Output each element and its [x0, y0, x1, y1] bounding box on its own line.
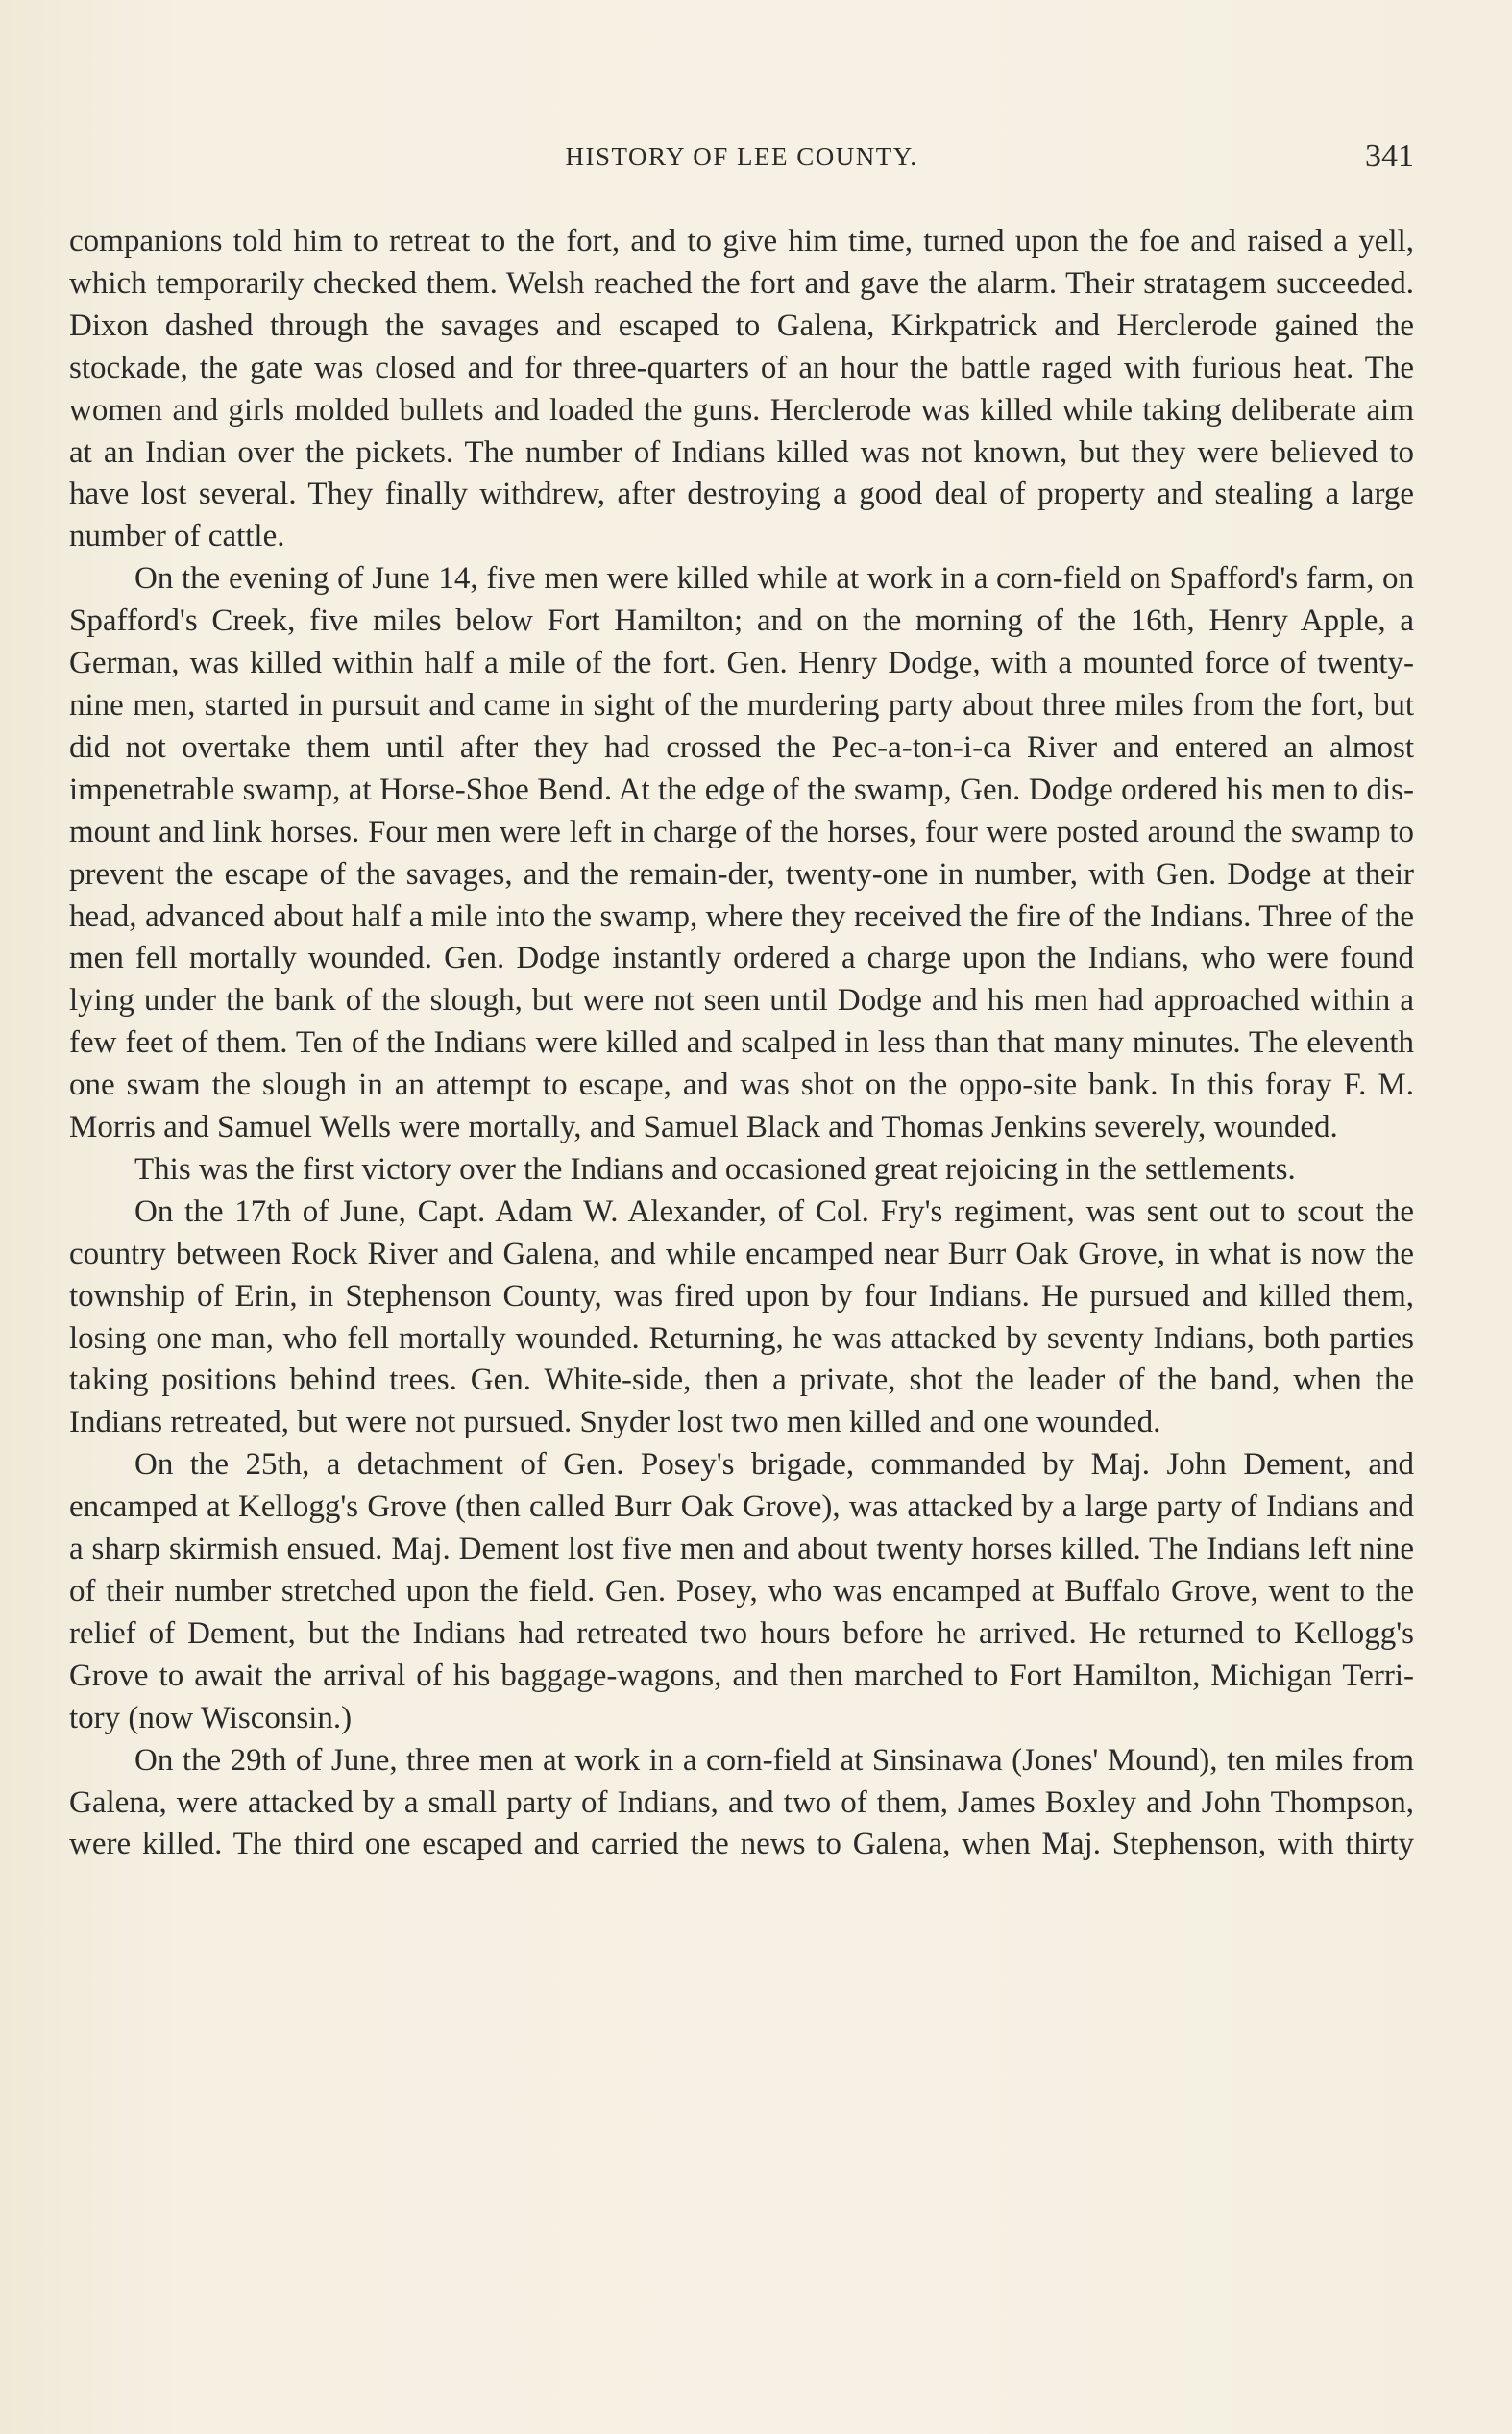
paragraph-4: On the 17th of June, Capt. Adam W. Alexander, of Col. Fry's regiment, was sent out to scout the country between Rock River and Galena, and while encamped near Burr Oak Grove, in what is now the township of Erin, in Stephenson County, was fired upon by four Indians. He pursued and killed them, losing one man, who fell mortally wounded. Returning, he was attacked by seventy Indians, both parties taking positions behind trees. Gen. White-side, then a private, shot the leader of the band, when the Indians retreated, but were not pursued. Snyder lost two men killed and one wounded. — [69, 1193, 1414, 1440]
paragraph-5: On the 25th, a detachment of Gen. Posey's brigade, commanded by Maj. John Dement, and encamped at Kellogg's Grove (then called Burr Oak Grove), was attacked by a large party of Indians and a sharp skirmish ensued. Maj. Dement lost five men and about twenty horses killed. The Indians left nine of their number stretched upon the field. Gen. Posey, who was encamped at Buffalo Grove, went to the relief of Dement, but the Indians had retreated two hours before he arrived. He returned to Kellogg's Grove to await the arrival of his baggage-wagons, and then marched to Fort Hamilton, Michigan Terri-tory (now Wisconsin.) — [69, 1447, 1414, 1735]
paragraph-1: companions told him to retreat to the fort, and to give him time, turned upon the foe and raised a yell, which temporarily checked them. Welsh reached the fort and gave the alarm. Their stratagem succeeded. Dixon dashed through the savages and escaped to Galena, Kirkpatrick and Herclerode gained the stockade, the gate was closed and for three-quarters of an hour the battle raged with furious heat. The women and girls molded bullets and loaded the guns. Herclerode was killed while taking deliberate aim at an Indian over the pickets. The number of Indians killed was not known, but they were believed to have lost several. They finally withdrew, after destroying a good deal of property and stealing a large number of cattle. — [69, 224, 1414, 554]
running-head: HISTORY OF LEE COUNTY. — [565, 142, 918, 171]
page-number: 341 — [1365, 138, 1414, 174]
body-text — [69, 221, 1414, 1866]
paragraph-6: On the 29th of June, three men at work in a corn-field at Sinsinawa (Jones' Mound), ten miles from Galena, were attacked by a small party of Indians, and two of them, James Boxley and John Thompson, were killed. The third one escaped and carried the news to Galena, when Maj. Stephenson, with thirty — [69, 1742, 1414, 1862]
page-header — [69, 138, 1414, 181]
paragraph-3: This was the first victory over the Indians and occasioned great rejoicing in the settlements. — [134, 1151, 1296, 1187]
paragraph-2: On the evening of June 14, five men were killed while at work in a corn-field on Spafford's farm, on Spafford's Creek, five miles below Fort Hamilton; and on the morning of the 16th, Henry Apple, a German, was killed within half a mile of the fort. Gen. Henry Dodge, with a mounted force of twenty-nine men, started in pursuit and came in sight of the murdering party about three miles from the fort, but did not overtake them until after they had crossed the Pec-a-ton-i-ca River and entered an almost impenetrable swamp, at Horse-Shoe Bend. At the edge of the swamp, Gen. Dodge ordered his men to dis-mount and link horses. Four men were left in charge of the horses, four were posted around the swamp to prevent the escape of the savages, and the remain-der, twenty-one in number, with Gen. Dodge at their head, advanced about half a mile into the swamp, where they received the fire of the Indians. Three of the men fell mortally wounded. Gen. Dodge instantly ordered a charge upon the Indians, who were found lying under the bank of the slough, but were not seen until Dodge and his men had approached within a few feet of them. Ten of the Indians were killed and scalped in less than that many minutes. The eleventh one swam the slough in an attempt to escape, and was shot on the oppo-site bank. In this foray F. M. Morris and Samuel Wells were mortally, and Samuel Black and Thomas Jenkins severely, wounded. — [69, 561, 1414, 1145]
